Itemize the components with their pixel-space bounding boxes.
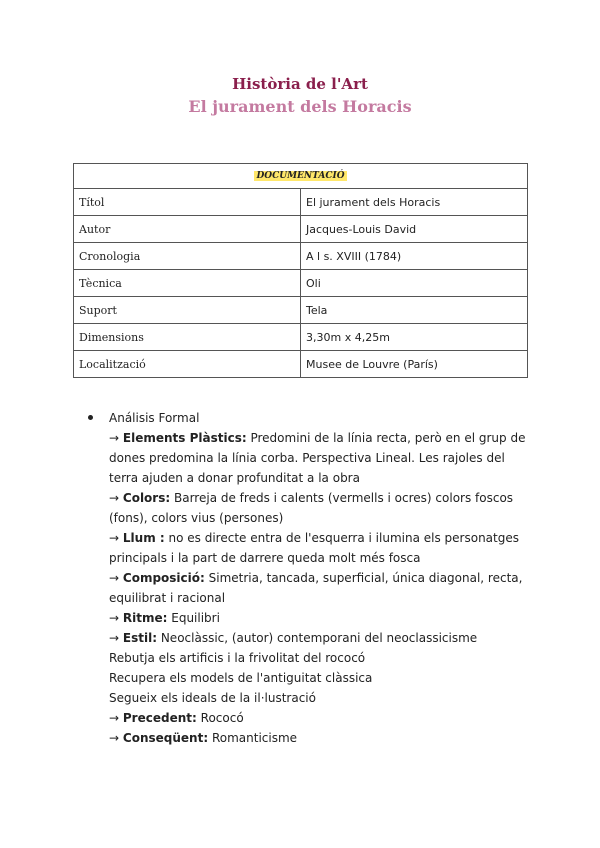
table-row xyxy=(74,297,528,324)
row-label: Dimensions xyxy=(74,324,301,351)
row-value: Musee de Louvre (París) xyxy=(301,351,528,378)
analysis-item-colors xyxy=(109,488,528,528)
item-label: Conseqüent: xyxy=(122,731,209,745)
row-label: Localització xyxy=(74,351,301,378)
arrow-icon: → xyxy=(109,711,120,725)
row-value: Oli xyxy=(301,270,528,297)
arrow-icon: → xyxy=(109,631,120,645)
table-row xyxy=(74,270,528,297)
row-label: Cronologia xyxy=(74,243,301,270)
table-heading-cell xyxy=(74,164,528,189)
arrow-icon: → xyxy=(109,491,120,505)
table-row xyxy=(74,351,528,378)
table-header-row xyxy=(74,164,528,189)
analysis-item-elements xyxy=(109,428,528,488)
row-value: A l s. XVIII (1784) xyxy=(301,243,528,270)
documentation-table xyxy=(73,163,528,378)
table-row xyxy=(74,216,528,243)
analysis-item-llum xyxy=(109,528,528,568)
arrow-icon: → xyxy=(109,731,120,745)
analysis-item-estil xyxy=(109,628,528,648)
row-label: Suport xyxy=(74,297,301,324)
item-label: Precedent: xyxy=(122,711,197,725)
item-label: Colors: xyxy=(122,491,171,505)
row-value: 3,30m x 4,25m xyxy=(301,324,528,351)
arrow-icon: → xyxy=(109,431,120,445)
analysis-line: Recupera els models de l'antiguitat clàssica xyxy=(109,671,373,685)
analysis-item-precedent xyxy=(109,708,528,728)
analysis-item-composicio xyxy=(109,568,528,608)
item-text: Predomini de la línia recta, però en el grup de dones predomina la línia corba. Perspectiva Lineal. Les rajoles del terra ajuden a donar profunditat a la obra xyxy=(109,431,526,485)
analysis-heading: Análisis Formal xyxy=(109,411,200,425)
analysis-line: Segueix els ideals de la il·lustració xyxy=(109,691,316,705)
arrow-icon: → xyxy=(109,611,120,625)
row-label: Tècnica xyxy=(74,270,301,297)
table-row xyxy=(74,189,528,216)
row-value: Jacques-Louis David xyxy=(301,216,528,243)
item-text: Romanticisme xyxy=(211,731,298,745)
row-label: Títol xyxy=(74,189,301,216)
row-label: Autor xyxy=(74,216,301,243)
bullet-icon xyxy=(88,415,93,420)
item-text: no es directe entra de l'esquerra i ilumina els personatges principals i la part de darrere queda molt més fosca xyxy=(109,531,519,565)
documentation-heading: DOCUMENTACIÓ xyxy=(256,171,345,181)
analysis-body xyxy=(88,428,528,748)
table-row xyxy=(74,243,528,270)
item-label: Elements Plàstics: xyxy=(122,431,247,445)
analysis-item-consequent xyxy=(109,728,528,748)
analysis-bullet xyxy=(88,408,528,428)
item-label: Composició: xyxy=(122,571,205,585)
item-text: Rococó xyxy=(200,711,244,725)
row-value: Tela xyxy=(301,297,528,324)
item-label: Ritme: xyxy=(122,611,168,625)
item-text: Barreja de freds i calents (vermells i ocres) colors foscos (fons), colors vius (persones) xyxy=(109,491,514,525)
course-title: Història de l'Art xyxy=(232,75,368,93)
item-label: Estil: xyxy=(122,631,157,645)
analysis-line: Rebutja els artificis i la frivolitat del rococó xyxy=(109,651,366,665)
item-text: Equilibri xyxy=(171,611,220,625)
formal-analysis xyxy=(88,408,528,748)
item-text: Simetria, tancada, superficial, única diagonal, recta, equilibrat i racional xyxy=(109,571,523,605)
arrow-icon: → xyxy=(109,531,120,545)
item-label: Llum : xyxy=(122,531,165,545)
item-text: Neoclàssic, (autor) contemporani del neoclassicisme xyxy=(160,631,478,645)
row-value: El jurament dels Horacis xyxy=(301,189,528,216)
table-row xyxy=(74,324,528,351)
artwork-title: El jurament dels Horacis xyxy=(188,97,412,116)
analysis-item-ritme xyxy=(109,608,528,628)
arrow-icon: → xyxy=(109,571,120,585)
